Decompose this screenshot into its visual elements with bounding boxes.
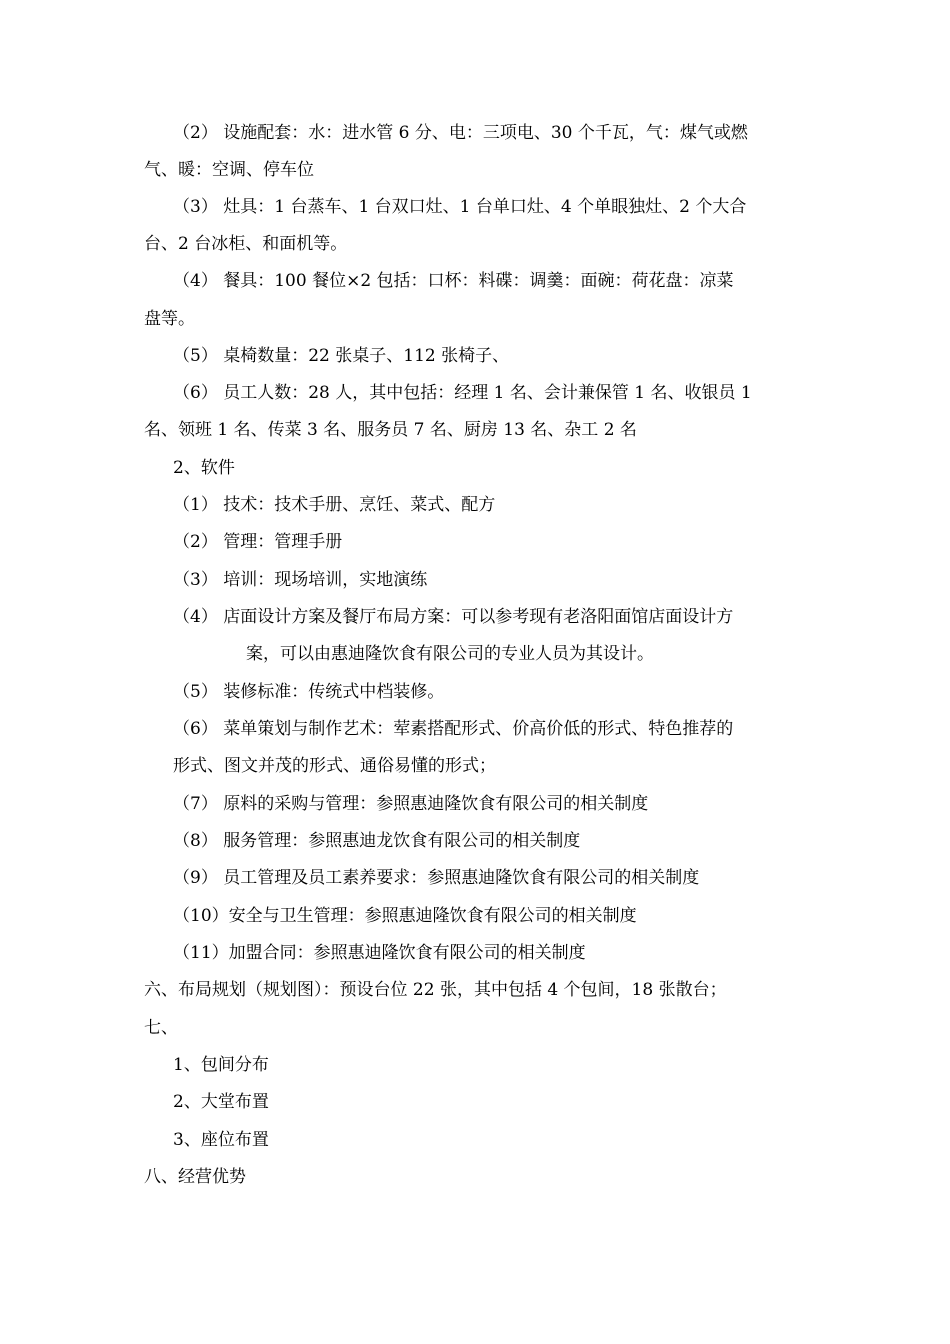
text-line: （10）安全与卫生管理：参照惠迪隆饮食有限公司的相关制度 <box>173 906 637 926</box>
text-line: 1、包间分布 <box>173 1055 269 1075</box>
text-line: （5） 桌椅数量：22 张桌子、112 张椅子、 <box>173 346 510 366</box>
text-line: （2） 管理：管理手册 <box>173 532 343 552</box>
text-line: 形式、图文并茂的形式、通俗易懂的形式； <box>173 756 496 776</box>
text-line: （6） 员工人数：28 人，其中包括：经理 1 名、会计兼保管 1 名、收银员 1 <box>173 383 752 403</box>
text-line: （4） 餐具：100 餐位×2 包括：口杯：料碟：调羹：面碗：荷花盘：凉菜 <box>173 271 734 291</box>
text-line: 气、暖：空调、停车位 <box>144 160 314 180</box>
text-line: （6） 菜单策划与制作艺术：荤素搭配形式、价高价低的形式、特色推荐的 <box>173 719 734 739</box>
text-line: （11）加盟合同：参照惠迪隆饮食有限公司的相关制度 <box>173 943 586 963</box>
text-line: （8） 服务管理：参照惠迪龙饮食有限公司的相关制度 <box>173 831 581 851</box>
section-heading: 六、布局规划（规划图）：预设台位 22 张，其中包括 4 个包间，18 张散台； <box>144 980 727 1000</box>
text-line: （5） 装修标准：传统式中档装修。 <box>173 682 445 702</box>
section-heading: 七、 <box>144 1018 178 1038</box>
text-line: （3） 灶具：1 台蒸车、1 台双口灶、1 台单口灶、4 个单眼独灶、2 个大合 <box>173 197 747 217</box>
text-line: （7） 原料的采购与管理：参照惠迪隆饮食有限公司的相关制度 <box>173 794 649 814</box>
text-line: （2） 设施配套：水：进水管 6 分、电：三项电、30 个千瓦，气：煤气或燃 <box>173 123 748 143</box>
text-line: （9） 员工管理及员工素养要求：参照惠迪隆饮食有限公司的相关制度 <box>173 868 700 888</box>
section-heading: 2、软件 <box>173 458 235 478</box>
text-line: 名、领班 1 名、传菜 3 名、服务员 7 名、厨房 13 名、杂工 2 名 <box>144 420 637 440</box>
section-heading: 八、经营优势 <box>144 1167 246 1187</box>
text-line: 2、大堂布置 <box>173 1092 269 1112</box>
text-line: 3、座位布置 <box>173 1130 269 1150</box>
text-line: （3） 培训：现场培训，实地演练 <box>173 570 428 590</box>
text-line: 台、2 台冰柜、和面机等。 <box>144 234 348 254</box>
text-line: （4） 店面设计方案及餐厅布局方案：可以参考现有老洛阳面馆店面设计方 <box>173 607 734 627</box>
text-line: （1） 技术：技术手册、烹饪、菜式、配方 <box>173 495 496 515</box>
text-line: 案，可以由惠迪隆饮食有限公司的专业人员为其设计。 <box>246 644 654 664</box>
text-line: 盘等。 <box>144 309 195 329</box>
